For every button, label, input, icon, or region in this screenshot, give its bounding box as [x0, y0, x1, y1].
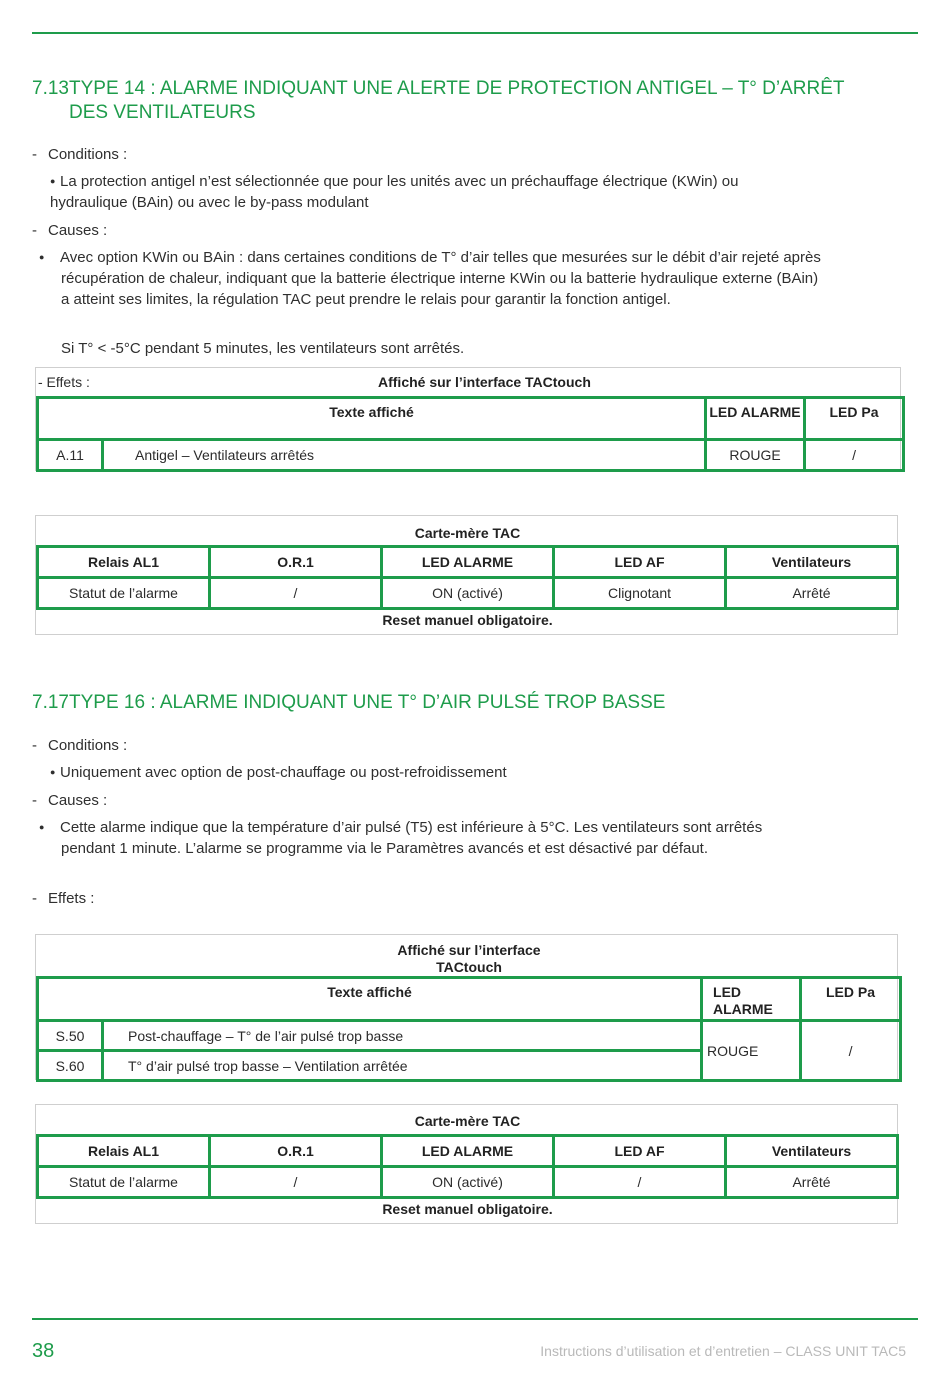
header-led-pa: LED Pa [801, 978, 901, 1021]
section-heading-7-13 [32, 77, 892, 125]
cell-relais-al1: Statut de l’alarme [38, 1167, 210, 1198]
board-caption: Carte-mère TAC [414, 1113, 521, 1129]
cell-led-af: / [554, 1167, 726, 1198]
section-number: 7.13 [32, 78, 69, 99]
section-heading-7-17 [32, 691, 892, 715]
conditions-label: - Conditions : [32, 737, 128, 754]
table-row [38, 1167, 898, 1198]
causes-bullet: ● Avec option KWin ou BAin : dans certaines conditions de T° d’air telles que mesurées sur le débit d’air rejeté après récupération de chaleur, indiquant que la batterie électrique interne KWin ou la batterie hydraulique externe (BAin) a atteint ses limites, la régulation TAC peut prendre le relais pour garantir la fonction antigel. [39, 249, 821, 308]
alarm-text: Post-chauffage – T° de l’air pulsé trop basse [103, 1021, 702, 1051]
header-text-displayed: Texte affiché [38, 398, 706, 440]
display-caption: Affiché sur l’interface TACtouch [378, 374, 591, 390]
section-number: 7.17 [32, 692, 69, 713]
header-led-alarme: LED ALARME [382, 1136, 554, 1167]
board-grid [36, 545, 899, 610]
section-title: TYPE 16 : ALARME INDIQUANT UNE T° D’AIR PULSÉ TROP BASSE [69, 692, 666, 713]
bullet-icon: ● [39, 822, 45, 832]
board-grid [36, 1134, 899, 1199]
header-led-af: LED AF [554, 1136, 726, 1167]
display-caption: Affiché sur l’interface TACtouch [397, 942, 541, 975]
board-footer: Reset manuel obligatoire. [382, 612, 553, 628]
table-row [38, 1021, 901, 1051]
board-table-1 [35, 515, 898, 635]
conditions-bullet: ● Uniquement avec option de post-chauffage ou post-refroidissement [50, 764, 507, 781]
page-number: 38 [32, 1340, 55, 1362]
header-relais-al1: Relais AL1 [38, 547, 210, 578]
board-table-2 [35, 1104, 898, 1224]
alarm-code: A.11 [38, 440, 103, 471]
header-ventilateurs: Ventilateurs [726, 547, 898, 578]
footer-text: Instructions d’utilisation et d’entretien – CLASS UNIT TAC5 [540, 1343, 906, 1359]
header-led-af: LED AF [554, 547, 726, 578]
cell-ventilateurs: Arrêté [726, 1167, 898, 1198]
header-relais-al1: Relais AL1 [38, 1136, 210, 1167]
alarm-code: S.60 [38, 1051, 103, 1081]
display-table-1 [35, 367, 901, 471]
top-rule [32, 32, 918, 34]
table-row [38, 440, 904, 471]
alarm-text: T° d’air pulsé trop basse – Ventilation arrêtée [103, 1051, 702, 1081]
led-alarm-value: ROUGE [706, 440, 805, 471]
causes-label: - Causes : [32, 222, 108, 239]
effects-label: - Effets : [38, 374, 90, 390]
causes-label: - Causes : [32, 792, 108, 809]
conditions-bullet: ● La protection antigel n’est sélectionnée que pour les unités avec un préchauffage électrique (KWin) ou hydraulique (BAin) ou avec le by-pass modulant [50, 173, 739, 211]
display-grid [36, 976, 902, 1082]
alarm-code: S.50 [38, 1021, 103, 1051]
bullet-icon: ● [50, 767, 56, 777]
cell-or1: / [210, 1167, 382, 1198]
cell-led-alarme: ON (activé) [382, 578, 554, 609]
bottom-rule [32, 1318, 918, 1320]
display-grid [36, 396, 905, 472]
conditions-label: - Conditions : [32, 146, 128, 163]
led-alarm-value: ROUGE [702, 1021, 801, 1081]
alarm-text: Antigel – Ventilateurs arrêtés [103, 440, 706, 471]
causes-bullet: ● Cette alarme indique que la température d’air pulsé (T5) est inférieure à 5°C. Les ventilateurs sont arrêtés pendant 1 minute. L’alarme se programme via le Paramètres avancés et est désactivé par défaut. [39, 819, 763, 857]
header-or1: O.R.1 [210, 547, 382, 578]
board-footer: Reset manuel obligatoire. [382, 1201, 553, 1217]
causes-extra: Si T° < -5°C pendant 5 minutes, les ventilateurs sont arrêtés. [61, 340, 465, 357]
bullet-icon: ● [39, 252, 45, 262]
header-or1: O.R.1 [210, 1136, 382, 1167]
header-led-alarm: LED ALARME [706, 398, 805, 440]
board-caption: Carte-mère TAC [414, 525, 521, 541]
header-led-alarm: LED ALARME [702, 978, 801, 1021]
led-pa-value: / [805, 440, 904, 471]
section-title: TYPE 14 : ALARME INDIQUANT UNE ALERTE DE PROTECTION ANTIGEL – T° D’ARRÊT DES VENTILATEURS [69, 78, 845, 123]
led-pa-value: / [801, 1021, 901, 1081]
header-led-pa: LED Pa [805, 398, 904, 440]
bullet-icon: ● [50, 176, 56, 186]
header-text-displayed: Texte affiché [38, 978, 702, 1021]
cell-led-alarme: ON (activé) [382, 1167, 554, 1198]
header-ventilateurs: Ventilateurs [726, 1136, 898, 1167]
effects-label: - Effets : [32, 890, 95, 907]
cell-relais-al1: Statut de l’alarme [38, 578, 210, 609]
display-table-2 [35, 934, 898, 1080]
cell-or1: / [210, 578, 382, 609]
cell-led-af: Clignotant [554, 578, 726, 609]
header-led-alarme: LED ALARME [382, 547, 554, 578]
table-row [38, 578, 898, 609]
cell-ventilateurs: Arrêté [726, 578, 898, 609]
